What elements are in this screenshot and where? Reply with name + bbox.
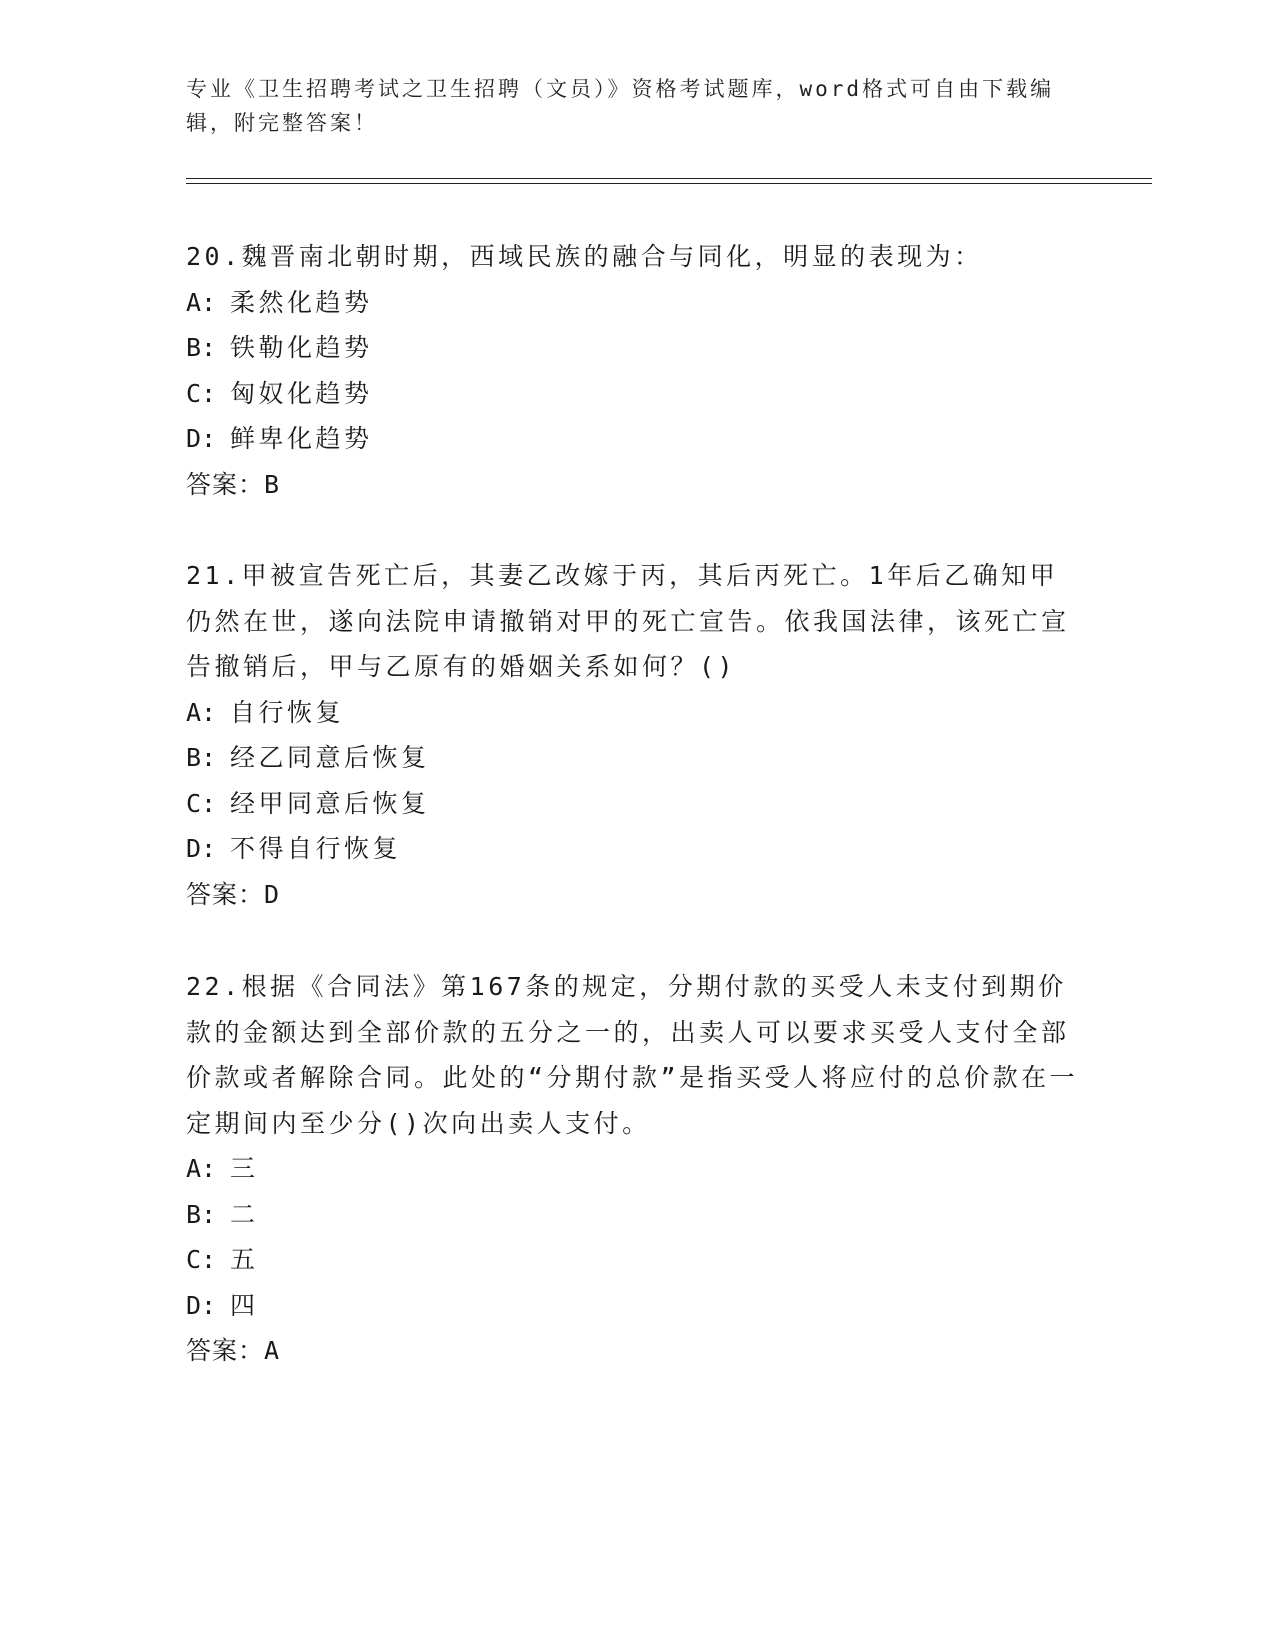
option-text: 经乙同意后恢复 (230, 743, 430, 772)
answer-line (186, 462, 1086, 508)
answer-value: D (264, 879, 281, 909)
option-text: 自行恢复 (230, 697, 345, 727)
option-key: D: (186, 834, 217, 863)
option-b (186, 1192, 1086, 1238)
option-c (186, 781, 1086, 827)
question-21 (186, 553, 1086, 917)
option-text: 柔然化趋势 (230, 287, 373, 317)
option-d (186, 826, 1086, 872)
option-text: 四 (230, 1290, 259, 1320)
answer-value: B (264, 469, 281, 499)
question-20 (186, 234, 1086, 507)
answer-line (186, 872, 1086, 918)
option-b (186, 325, 1086, 371)
option-key: D: (186, 1290, 217, 1320)
option-text: 三 (230, 1154, 259, 1183)
option-d (186, 1283, 1086, 1329)
option-text: 二 (230, 1199, 259, 1229)
answer-line (186, 1328, 1086, 1374)
option-b (186, 735, 1086, 781)
question-22 (186, 964, 1086, 1374)
option-a (186, 690, 1086, 736)
question-text: 22.根据《合同法》第167条的规定，分期付款的买受人未支付到期价款的金额达到全部价款的五分之一的，出卖人可以要求买受人支付全部价款或者解除合同。此处的“分期付款”是指买受人将应付的总价款在一定期间内至少分()次向出卖人支付。 (186, 972, 1079, 1138)
answer-value: A (264, 1336, 281, 1365)
question-text: 20.魏晋南北朝时期，西域民族的融合与同化，明显的表现为： (186, 242, 983, 271)
option-key: A: (186, 697, 217, 727)
option-key: C: (186, 788, 217, 818)
option-text: 五 (230, 1245, 259, 1274)
option-c (186, 1237, 1086, 1283)
header-divider-top (186, 178, 1152, 179)
document-header: 专业《卫生招聘考试之卫生招聘（文员）》资格考试题库，word格式可自由下载编辑，附完整答案！ (186, 77, 1055, 135)
option-key: A: (186, 1154, 217, 1183)
option-text: 铁勒化趋势 (230, 333, 373, 362)
option-text: 经甲同意后恢复 (230, 788, 430, 818)
answer-label: 答案： (186, 1336, 265, 1365)
option-key: B: (186, 1199, 217, 1229)
header-divider-bottom (186, 183, 1152, 184)
option-a (186, 1146, 1086, 1192)
answer-label: 答案： (186, 469, 265, 499)
option-key: C: (186, 378, 217, 408)
option-key: C: (186, 1245, 217, 1274)
answer-label: 答案： (186, 879, 265, 909)
option-key: D: (186, 424, 217, 453)
option-key: A: (186, 287, 217, 317)
option-text: 不得自行恢复 (230, 834, 402, 863)
option-text: 匈奴化趋势 (230, 378, 373, 408)
option-key: B: (186, 333, 217, 362)
option-key: B: (186, 743, 217, 772)
option-d (186, 416, 1086, 462)
option-text: 鲜卑化趋势 (230, 424, 373, 453)
question-text: 21.甲被宣告死亡后，其妻乙改嫁于丙，其后丙死亡。1年后乙确知甲仍然在世，遂向法院申请撤销对甲的死亡宣告。依我国法律，该死亡宣告撤销后，甲与乙原有的婚姻关系如何？() (186, 561, 1070, 681)
option-c (186, 371, 1086, 417)
option-a (186, 280, 1086, 326)
